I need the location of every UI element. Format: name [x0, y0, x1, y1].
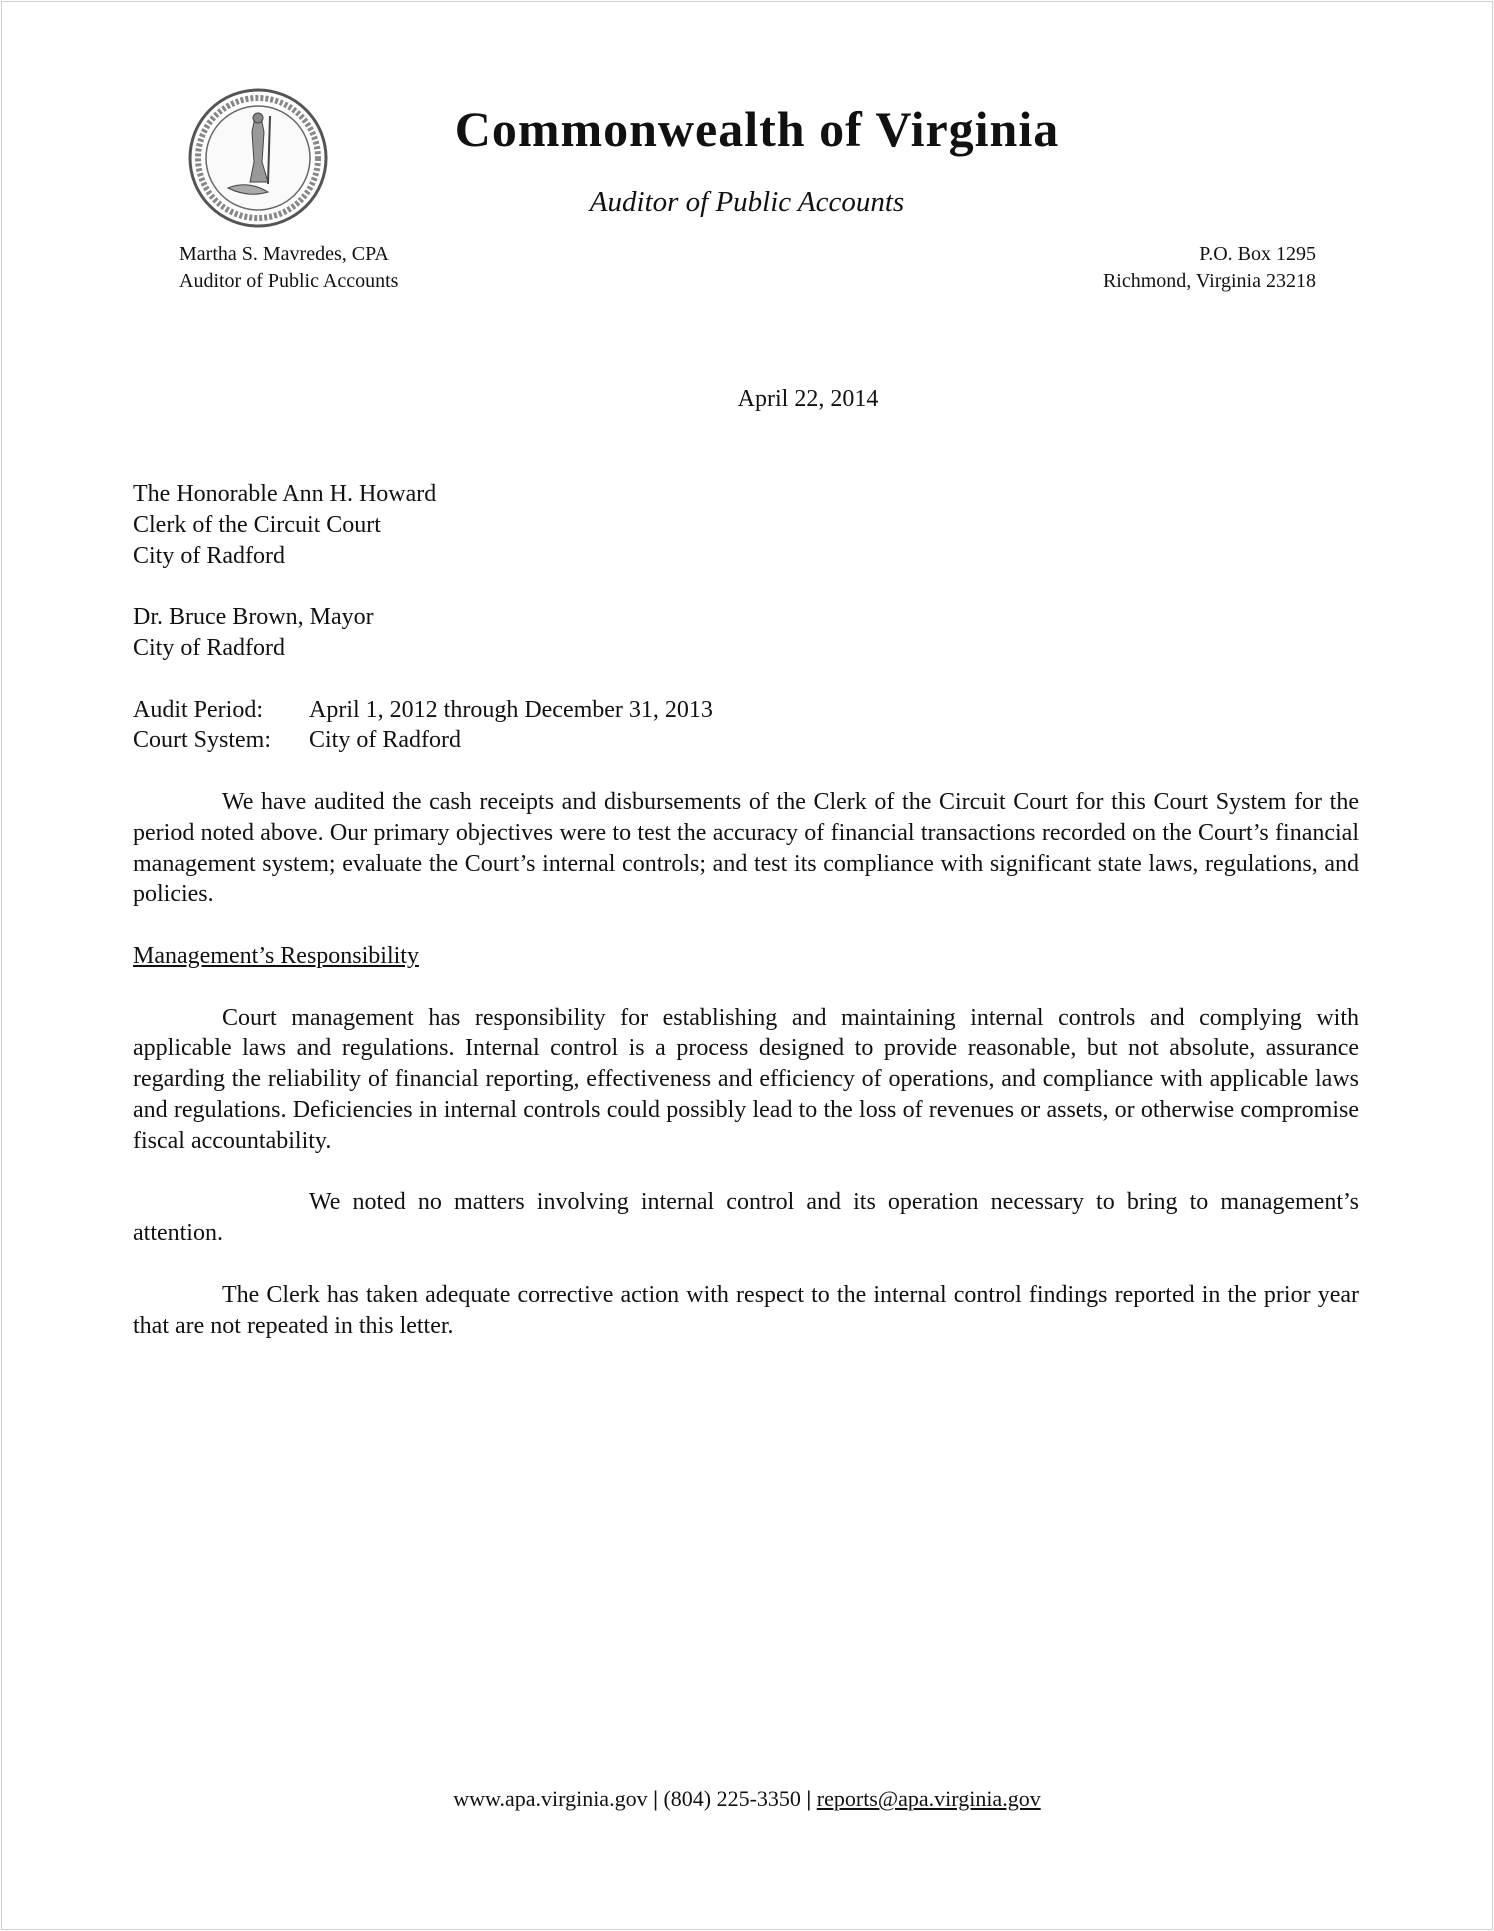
separator: |	[653, 1786, 658, 1811]
responsibility-paragraph: Court management has responsibility for establishing and maintaining internal controls and complying with applicable laws and regulations. Internal control is a process designed to provide reasonable, but not absolute, assurance regarding the reliability of financial reporting, effectiveness and efficiency of operations, and compliance with applicable laws and regulations. Deficiencies in internal controls could possibly lead to the loss of revenues or assets, or otherwise compromise fiscal accountability.	[133, 1004, 1359, 1154]
court-system-label: Court System:	[133, 727, 272, 754]
footer-contact	[0, 1786, 1494, 1812]
no-matters-paragraph: We noted no matters involving internal control and its operation necessary to bring to management’s attention.	[133, 1189, 1359, 1247]
addressee-line: City of Radford	[133, 634, 285, 661]
audit-info	[133, 695, 1359, 757]
auditor-name-block	[179, 241, 398, 295]
addressee-line: Clerk of the Circuit Court	[133, 511, 381, 538]
addressee-line: Dr. Bruce Brown, Mayor	[133, 604, 374, 631]
separator: |	[806, 1786, 812, 1811]
letter-date: April 22, 2014	[737, 386, 879, 412]
audit-period-label: Audit Period:	[133, 696, 263, 723]
po-box: P.O. Box 1295	[1199, 243, 1316, 265]
intro-paragraph: We have audited the cash receipts and disbursements of the Clerk of the Circuit Court for this Court System for the period noted above. Our primary objectives were to test the accuracy of financial transactions recorded on the Court’s financial management system; evaluate the Court’s internal controls; and test its compliance with significant state laws, regulations, and policies.	[133, 788, 1359, 908]
addressee-line: City of Radford	[133, 542, 285, 569]
letterhead-subtitle: Auditor of Public Accounts	[589, 186, 905, 218]
auditor-title: Auditor of Public Accounts	[179, 270, 399, 292]
addressee-clerk	[133, 479, 1359, 571]
mailing-address-block	[1103, 241, 1316, 295]
addressee-mayor	[133, 602, 1359, 664]
email-link[interactable]: reports@apa.virginia.gov	[816, 1786, 1041, 1811]
section-heading	[133, 941, 1359, 972]
city-state-zip: Richmond, Virginia 23218	[1102, 270, 1316, 292]
letter-body	[133, 479, 1359, 1372]
phone-number: (804) 225-3350	[663, 1786, 801, 1811]
website-link[interactable]: www.apa.virginia.gov	[453, 1786, 648, 1811]
audit-period-value: April 1, 2012 through December 31, 2013	[309, 696, 713, 723]
auditor-name: Martha S. Mavredes, CPA	[179, 243, 389, 265]
court-system-value: City of Radford	[309, 727, 461, 754]
corrective-action-paragraph: The Clerk has taken adequate corrective action with respect to the internal control findings reported in the prior year that are not repeated in this letter.	[133, 1281, 1359, 1339]
management-responsibility-heading: Management’s Responsibility	[133, 942, 419, 969]
letterhead-title: Commonwealth of Virginia	[454, 101, 1060, 157]
addressee-line: The Honorable Ann H. Howard	[133, 481, 437, 507]
